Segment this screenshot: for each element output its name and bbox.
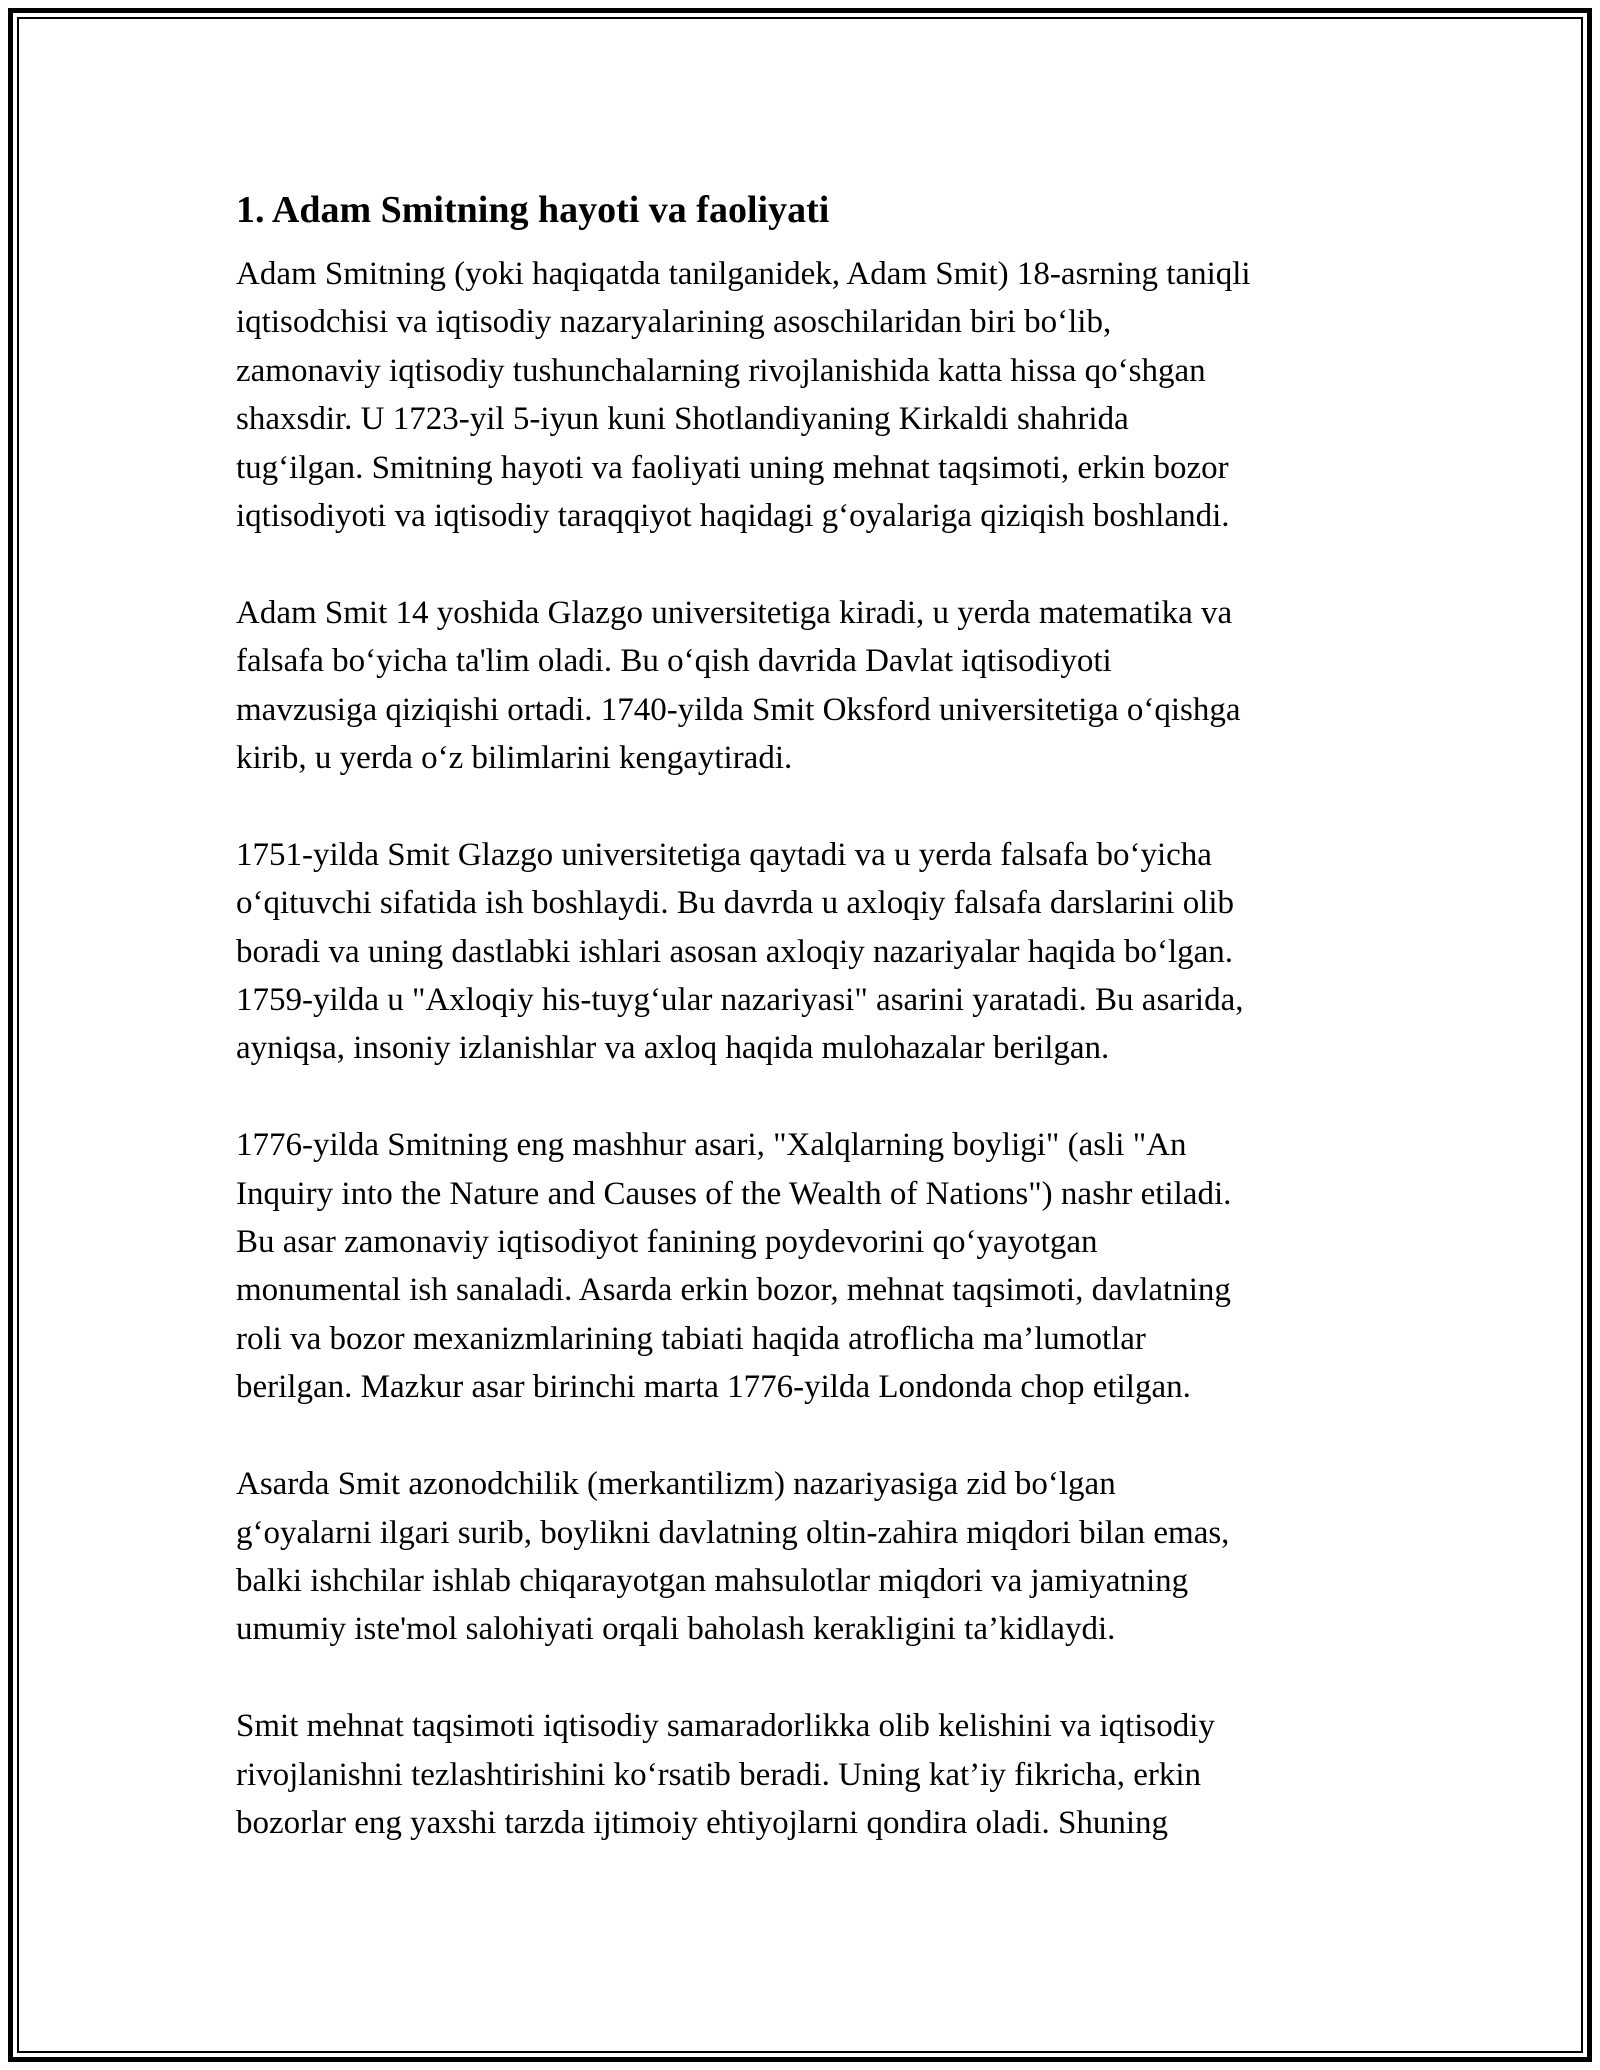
text-line: balki ishchilar ishlab chiqarayotgan mahsulotlar miqdori va jamiyatning — [236, 1562, 1189, 1599]
text-line: Adam Smit 14 yoshida Glazgo universitetiga kiradi, u yerda matematika va — [236, 594, 1233, 631]
text-line: g‘oyalarni ilgari surib, boylikni davlatning oltin-zahira miqdori bilan emas, — [236, 1514, 1230, 1551]
text-line: zamonaviy iqtisodiy tushunchalarning rivojlanishida katta hissa qo‘shgan — [236, 352, 1206, 389]
text-line: tug‘ilgan. Smitning hayoti va faoliyati uning mehnat taqsimoti, erkin bozor — [236, 449, 1229, 486]
text-line: iqtisodchisi va iqtisodiy nazaryalarining asoschilaridan biri bo‘lib, — [236, 304, 1112, 341]
text-line: roli va bozor mexanizmlarining tabiati haqida atroflicha ma’lumotlar — [236, 1320, 1146, 1357]
text-line: shaxsdir. U 1723-yil 5-iyun kuni Shotlandiyaning Kirkaldi shahrida — [236, 401, 1129, 438]
paragraph-3 — [236, 831, 1376, 1073]
text-line: iqtisodiyoti va iqtisodiy taraqqiyot haqidagi g‘oyalariga qiziqish boshlandi. — [236, 498, 1230, 535]
text-line: falsafa bo‘yicha ta'lim oladi. Bu o‘qish davrida Davlat iqtisodiyoti — [236, 643, 1112, 680]
text-line: bozorlar eng yaxshi tarzda ijtimoiy ehtiyojlarni qondira oladi. Shuning — [236, 1804, 1169, 1841]
text-line: Inquiry into the Nature and Causes of the Wealth of Nations") nashr etiladi. — [236, 1175, 1232, 1212]
text-line: berilgan. Mazkur asar birinchi marta 1776-yilda Londonda chop etilgan. — [236, 1369, 1191, 1406]
text-line: Smit mehnat taqsimoti iqtisodiy samaradorlikka olib kelishini va iqtisodiy — [236, 1708, 1215, 1745]
text-line: boradi va uning dastlabki ishlari asosan axloqiy nazariyalar haqida bo‘lgan. — [236, 933, 1234, 970]
paragraph-5 — [236, 1460, 1376, 1654]
text-line: 1759-yilda u "Axloqiy his-tuyg‘ular nazariyasi" asarini yaratadi. Bu asarida, — [236, 982, 1244, 1019]
paragraph-6 — [236, 1702, 1376, 1847]
section-heading: 1. Adam Smitning hayoti va faoliyati — [236, 189, 830, 231]
text-line: umumiy iste'mol salohiyati orqali baholash kerakligini ta’kidlaydi. — [236, 1611, 1116, 1648]
text-line: Adam Smitning (yoki haqiqatda tanilganidek, Adam Smit) 18-asrning taniqli — [236, 256, 1251, 292]
text-line: 1776-yilda Smitning eng mashhur asari, "Xalqlarning boyligi" (asli "An — [236, 1127, 1187, 1164]
text-line: Asarda Smit azonodchilik (merkantilizm) nazariyasiga zid bo‘lgan — [236, 1466, 1116, 1503]
text-line: rivojlanishni tezlashtirishini ko‘rsatib beradi. Uning kat’iy fikricha, erkin — [236, 1756, 1202, 1793]
text-line: monumental ish sanaladi. Asarda erkin bozor, mehnat taqsimoti, davlatning — [236, 1272, 1231, 1309]
text-line: kirib, u yerda o‘z bilimlarini kengaytiradi. — [236, 740, 793, 777]
document-body — [236, 186, 1376, 1896]
paragraph-2 — [236, 589, 1376, 783]
text-line: 1751-yilda Smit Glazgo universitetiga qaytadi va u yerda falsafa bo‘yicha — [236, 836, 1212, 873]
paragraph-4 — [236, 1121, 1376, 1411]
text-line: o‘qituvchi sifatida ish boshlaydi. Bu davrda u axloqiy falsafa darslarini olib — [236, 885, 1235, 922]
text-line: Bu asar zamonaviy iqtisodiyot fanining poydevorini qo‘yayotgan — [236, 1224, 1098, 1261]
text-line: mavzusiga qiziqishi ortadi. 1740-yilda Smit Oksford universitetiga o‘qishga — [236, 691, 1241, 728]
paragraph-1 — [236, 250, 1376, 540]
text-line: ayniqsa, insoniy izlanishlar va axloq haqida mulohazalar berilgan. — [236, 1030, 1110, 1067]
